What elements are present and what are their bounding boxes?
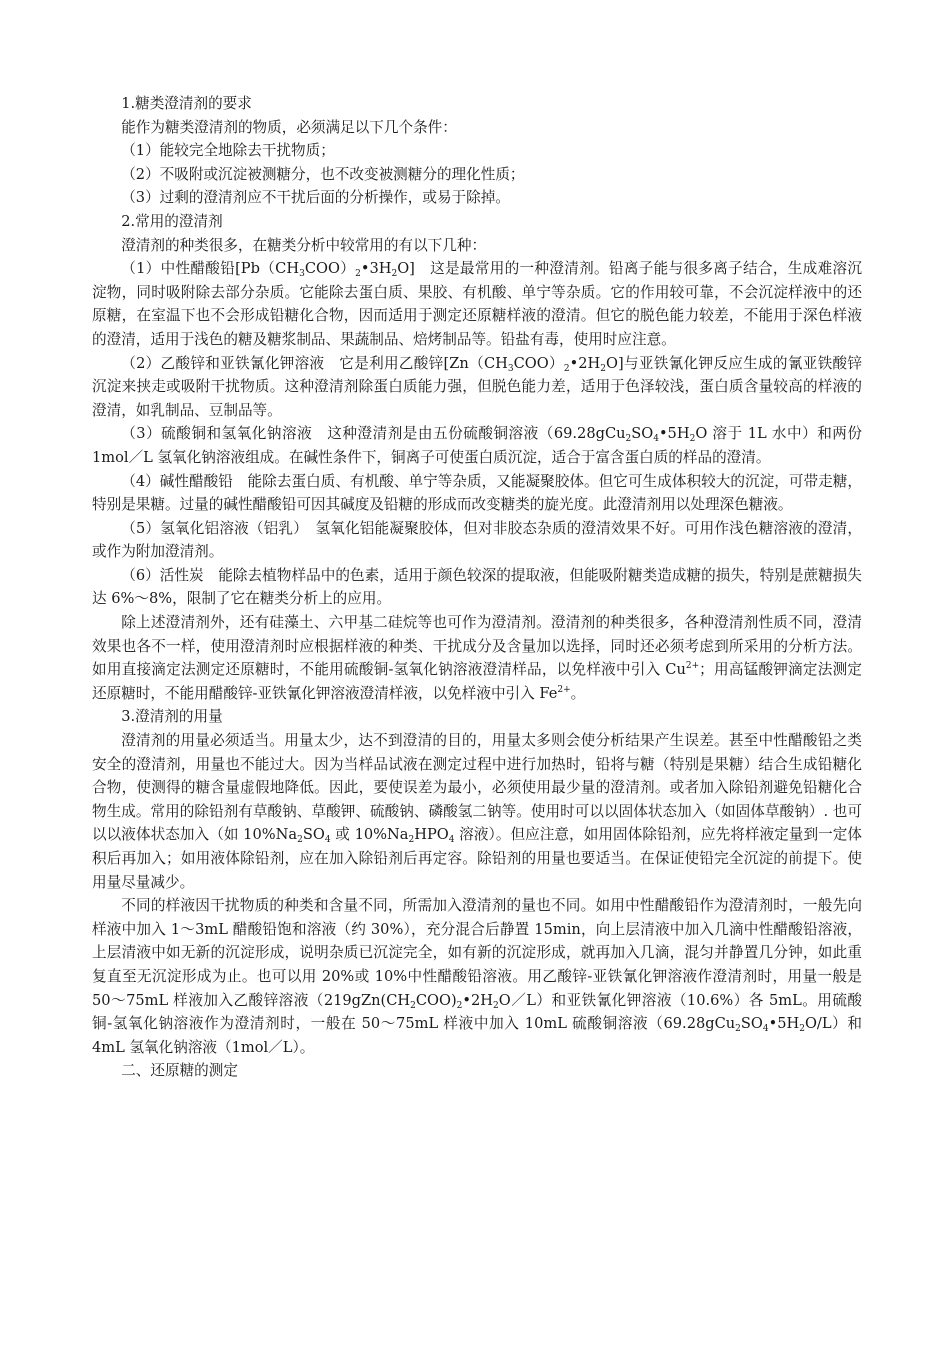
document-page <box>92 92 862 1083</box>
paragraph-other-agents: 除上述澄清剂外，还有硅藻土、六甲基二硅烷等也可作为澄清剂。澄清剂的种类很多，各种澄清剂性质不同，澄清效果也各不一样，使用澄清剂时应根据样液的种类、干扰成分及含量加以选择，同时还必须考虑到所采用的分析方法。如用直接滴定法测定还原糖时，不能用硫酸铜-氢氧化钠溶液澄清样品，以免样液中引入 $Cu^{2+}$；用高锰酸钾滴定法测定还原糖时，不能用醋酸锌-亚铁氰化钾溶液澄清样液，以免样液中引入 $Fe^{2+}$。 <box>92 614 862 702</box>
paragraph-requirements-intro: 能作为糖类澄清剂的物质，必须满足以下几个条件： <box>121 118 457 136</box>
section-heading-requirements: 1.糖类澄清剂的要求 <box>121 95 252 112</box>
paragraph-common-agents-intro: 澄清剂的种类很多，在糖类分析中较常用的有以下几种： <box>121 236 487 254</box>
paragraph-dosage-examples: 不同的样液因干扰物质的种类和含量不同，所需加入澄清剂的量也不同。如用中性醋酸铅作为澄清剂时，一般先向样液中加入 1～3mL 醋酸铅饱和溶液（约 30%），充分混合后静置 15min，向上层清液中加入几滴中性醋酸铅溶液，上层清液中如无新的沉淀形成，说明杂质已沉淀完全，如有新的沉淀形成，就再加入几滴，混匀并静置几分钟，如此重复直至无沉淀形成为止。也可以用 20%或 10%中性醋酸铅溶液。用乙酸锌-亚铁氰化钾溶液作澄清剂时，用量一般是 50～75mL 样液加入乙酸锌溶液$(219gZn(CH_2COO)_2•2H_2O/L)$和亚铁氰化钾溶液（10.6%）各 5mL。用硫酸铜-氢氧化钠溶液作为澄清剂时，一般在 50～75mL 样液中加入 10mL 硫酸铜溶液$(69.28gCu_2SO_4•5H_2O/L)$和 4mL 氢氧化钠溶液（1mol／L）。 <box>92 897 862 1056</box>
section-heading-dosage: 3.澄清剂的用量 <box>121 708 223 726</box>
paragraph-copper-sulfate-naoh: （3）硫酸铜和氢氧化钠溶液 这种澄清剂是由五份硫酸铜溶液（$69.28gCu_2SO_4•5H_2O$ 溶于 1L 水中）和两份 1mol／L 氢氧化钠溶液组成。在碱性条件下，铜离子可使蛋白质沉淀，适合于富含蛋白质的样品的澄清。 <box>92 425 862 466</box>
section-heading-reducing-sugar: 二、还原糖的测定 <box>121 1062 238 1080</box>
list-item-requirement-3: （3）过剩的澄清剂应不干扰后面的分析操作，或易于除掉。 <box>121 189 510 207</box>
paragraph-zinc-acetate-ferrocyanide: （2）乙酸锌和亚铁氰化钾溶液 它是利用乙酸锌$[Zn(CH_3COO)_2•2H_2O]$与亚铁氰化钾反应生成的氰亚铁酸锌沉淀来挟走或吸附干扰物质。这种澄清剂除蛋白质能力强，但脱色能力差，适用于色泽较浅，蛋白质含量较高的样液的澄清，如乳制品、豆制品等。 <box>92 354 862 419</box>
paragraph-aluminum-hydroxide: （5）氢氧化铝溶液（铝乳） 氢氧化铝能凝聚胶体，但对非胶态杂质的澄清效果不好。可用作浅色糖溶液的澄清，或作为附加澄清剂。 <box>92 519 862 561</box>
paragraph-neutral-lead-acetate: （1）中性醋酸铅$[Pb(CH_3COO)_2•3H_2O]$ 这是最常用的一种澄清剂。铅离子能与很多离子结合，生成难溶沉淀物，同时吸附除去部分杂质。它能除去蛋白质、果胶、有机酸、单宁等杂质。它的作用较可靠，不会沉淀样液中的还原糖，在室温下也不会形成铅糖化合物，因而适用于测定还原糖样液的澄清。但它的脱色能力较差，不能用于深色样液的澄清，适用于浅色的糖及糖浆制品、果蔬制品、焙烤制品等。铅盐有毒，使用时应注意。 <box>92 260 862 348</box>
list-item-requirement-2: （2）不吸附或沉淀被测糖分，也不改变被测糖分的理化性质； <box>121 165 525 183</box>
paragraph-basic-lead-acetate: （4）碱性醋酸铅 能除去蛋白质、有机酸、单宁等杂质，又能凝聚胶体。但它可生成体积较大的沉淀，可带走糖，特别是果糖。过量的碱性醋酸铅可因其碱度及铅糖的形成而改变糖类的旋光度。此澄清剂用以处理深色糖液。 <box>92 472 862 514</box>
paragraph-dosage: 澄清剂的用量必须适当。用量太少，达不到澄清的目的，用量太多则会使分析结果产生误差。甚至中性醋酸铅之类安全的澄清剂，用量也不能过大。因为当样品试液在测定过程中进行加热时，铅将与糖（特别是果糖）结合生成铅糖化合物，使测得的糖含量虚假地降低。因此，要使误差为最小，必须使用最少量的澄清剂。或者加入除铅剂避免铅糖化合物生成。常用的除铅剂有草酸钠、草酸钾、硫酸钠、磷酸氢二钠等。使用时可以以固体状态加入（如固体草酸钠）. 也可以以液体状态加入（如 $10\%Na_2SO_4$ 或 $10\%Na_2HPO_4$ 溶液）。但应注意，如用固体除铅剂，应先将样液定量到一定体积后再加入；如用液体除铅剂，应在加入除铅剂后再定容。除铅剂的用量也要适当。在保证使铅完全沉淀的前提下。使用量尽量减少。 <box>92 732 863 891</box>
paragraph-activated-carbon: （6）活性炭 能除去植物样品中的色素，适用于颜色较深的提取液，但能吸附糖类造成糖的损失，特别是蔗糖损失达 6%～8%，限制了它在糖类分析上的应用。 <box>92 566 862 608</box>
list-item-requirement-1: （1）能较完全地除去干扰物质； <box>121 142 335 160</box>
section-heading-common-agents: 2.常用的澄清剂 <box>121 212 223 230</box>
